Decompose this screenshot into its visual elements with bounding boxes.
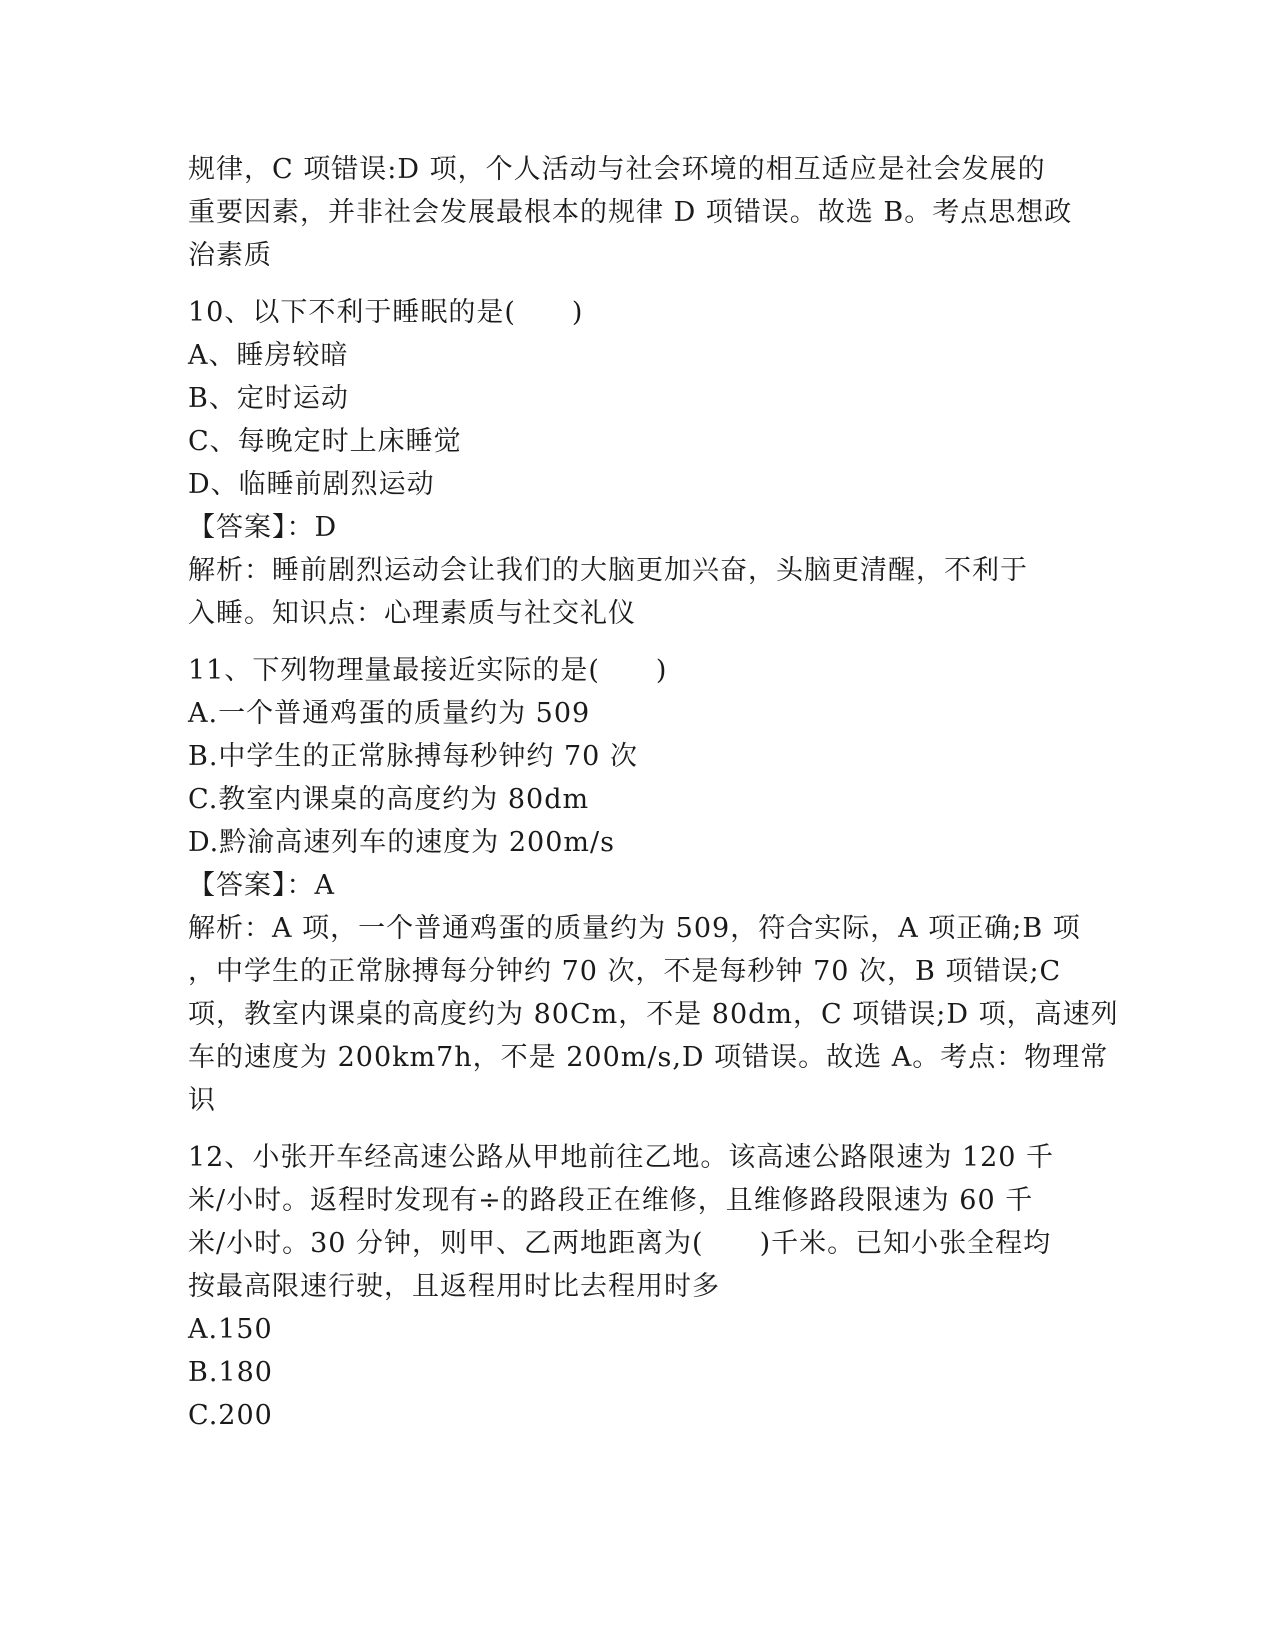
option-c: C、每晚定时上床睡觉 [188, 426, 462, 457]
text-line: 重要因素，并非社会发展最根本的规律 D 项错误。故选 B。考点思想政 [188, 197, 1073, 228]
explanation-line: ，中学生的正常脉搏每分钟约 70 次，不是每秒钟 70 次，B 项错误;C [188, 956, 1062, 987]
option-a: A、睡房较暗 [188, 340, 349, 371]
option-d: D、临睡前剧烈运动 [188, 469, 435, 500]
question-stem: 10、以下不利于睡眠的是( ) [188, 297, 584, 328]
question-stem: 按最高限速行驶，且返程用时比去程用时多 [188, 1271, 720, 1302]
question-12 [188, 1136, 1088, 1437]
question-stem: 12、小张开车经高速公路从甲地前往乙地。该高速公路限速为 120 千 [188, 1142, 1055, 1173]
answer-line: 【答案】：A [188, 870, 335, 901]
option-c: C.教室内课桌的高度约为 80dm [188, 784, 590, 815]
explanation-line: 解析：A 项，一个普通鸡蛋的质量约为 509，符合实际，A 项正确;B 项 [188, 913, 1081, 944]
explanation-line: 入睡。知识点：心理素质与社交礼仪 [188, 598, 636, 629]
option-b: B.180 [188, 1357, 273, 1388]
text-line: 规律，C 项错误:D 项，个人活动与社会环境的相互适应是社会发展的 [188, 154, 1046, 185]
explanation-line: 识 [188, 1085, 216, 1116]
question-stem: 米/小时。30 分钟，则甲、乙两地距离为( )千米。已知小张全程均 [188, 1228, 1052, 1259]
option-c: C.200 [188, 1400, 273, 1431]
explanation-line: 项，教室内课桌的高度约为 80Cm，不是 80dm，C 项错误;D 项，高速列 [188, 999, 1119, 1030]
question-stem: 米/小时。返程时发现有÷的路段正在维修，且维修路段限速为 60 千 [188, 1185, 1034, 1216]
explanation-line: 解析：睡前剧烈运动会让我们的大脑更加兴奋，头脑更清醒，不利于 [188, 555, 1028, 586]
previous-explanation-tail [188, 148, 1088, 277]
option-b: B.中学生的正常脉搏每秒钟约 70 次 [188, 741, 638, 772]
explanation-line: 车的速度为 200km7h，不是 200m/s,D 项错误。故选 A。考点：物理常 [188, 1042, 1109, 1073]
answer-line: 【答案】：D [188, 512, 338, 543]
option-a: A.150 [188, 1314, 273, 1345]
option-a: A.一个普通鸡蛋的质量约为 509 [188, 698, 591, 729]
text-line: 治素质 [188, 240, 272, 271]
option-d: D.黔渝高速列车的速度为 200m/s [188, 827, 615, 858]
question-11 [188, 649, 1119, 1122]
option-b: B、定时运动 [188, 383, 349, 414]
question-10 [188, 291, 1088, 635]
document-page [188, 148, 1119, 1437]
question-stem: 11、下列物理量最接近实际的是( ) [188, 655, 668, 686]
